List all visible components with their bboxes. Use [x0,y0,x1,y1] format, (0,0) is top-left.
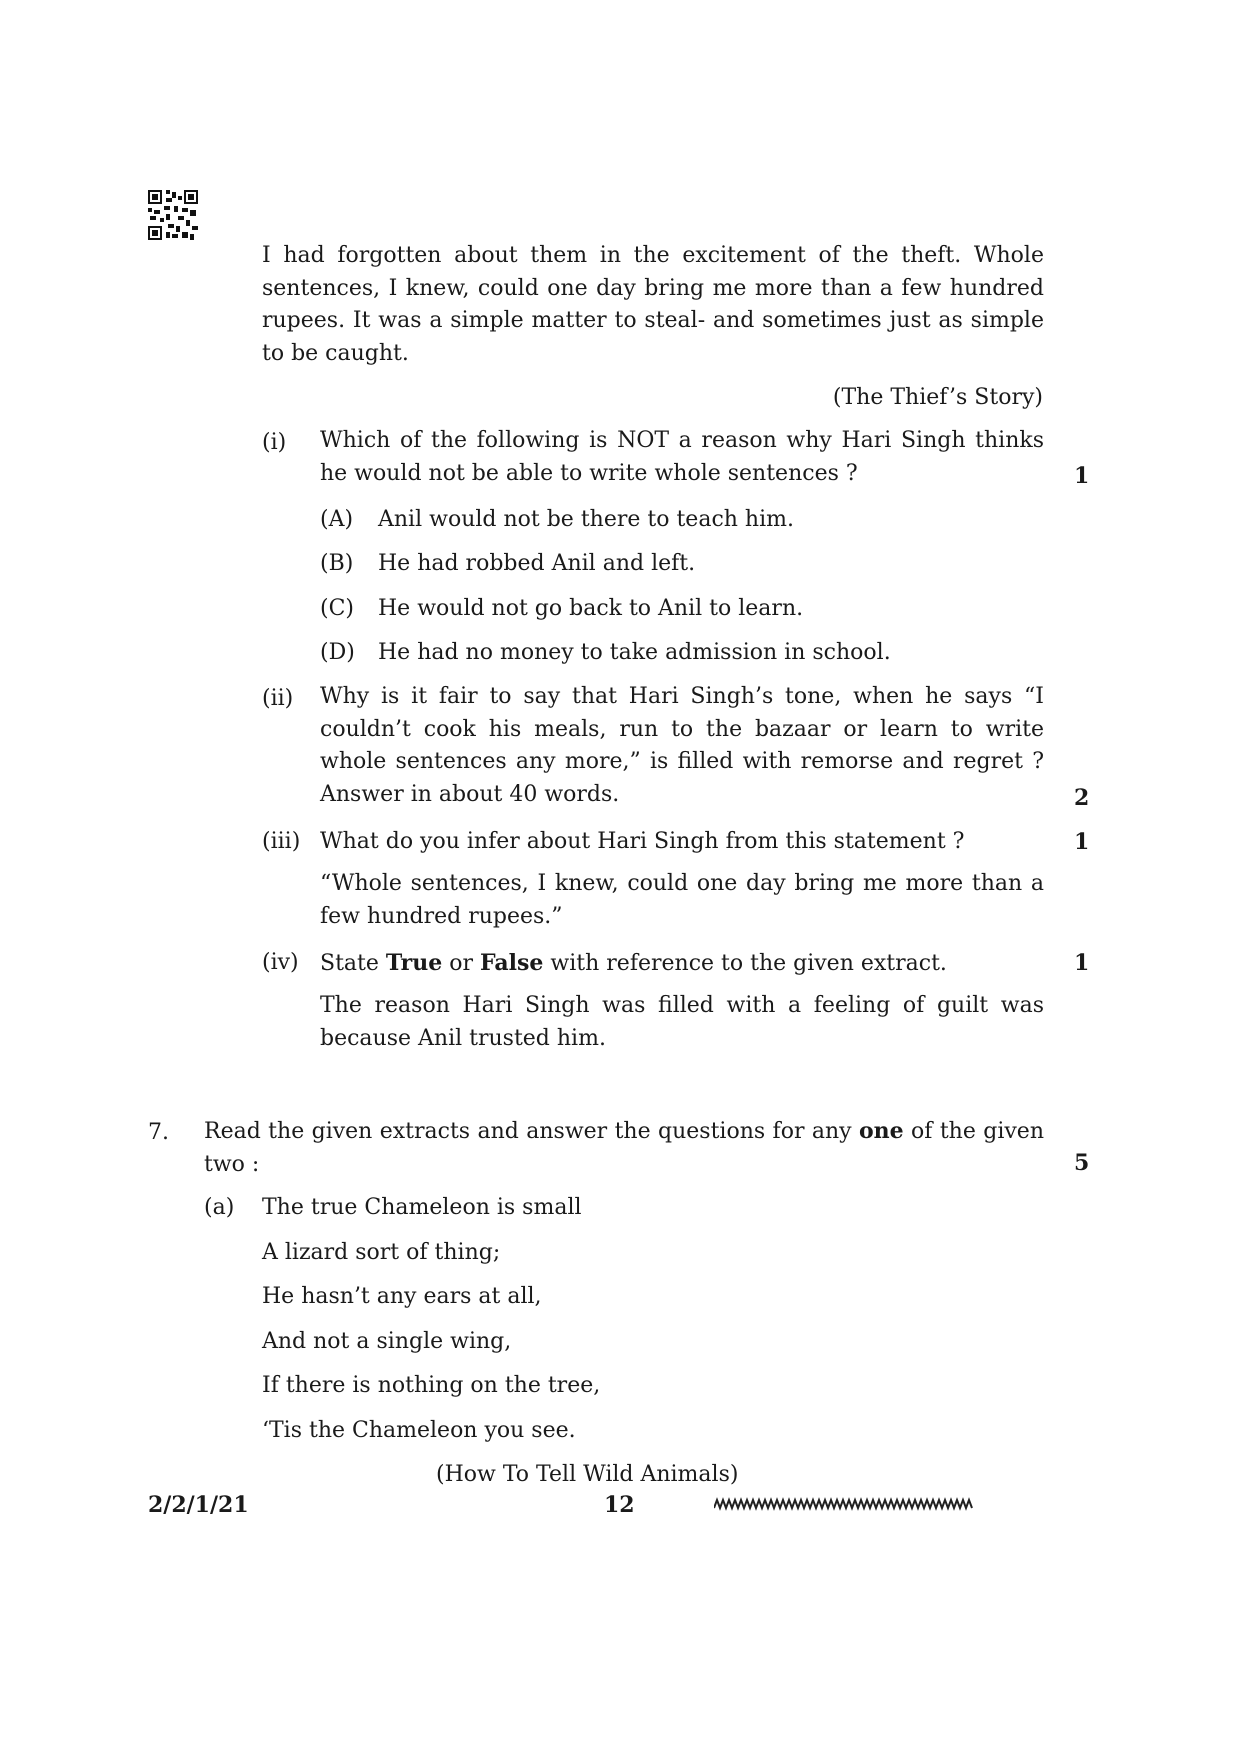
question-number: (ii) [262,686,294,711]
qr-code-icon [148,190,198,240]
question-marks: 5 [1074,1150,1090,1176]
wavy-line-icon [714,1497,974,1511]
question-text: Why is it fair to say that Hari Singh’s tone, when he says “I couldn’t cook his meals, run to the bazaar or learn to write whole sentences any more,” is filled with remorse and regret ? Answer in about 40 words. [320,684,1044,807]
extract-source: (How To Tell Wild Animals) [436,1462,739,1487]
poem-line: The true Chameleon is small [262,1195,582,1220]
statement-text: The reason Hari Singh was filled with a feeling of guilt was because Anil trusted him. [320,993,1044,1051]
extract-source: (The Thief’s Story) [832,385,1043,410]
question-text: State True or False with reference to the given extract. [320,950,947,976]
question-marks: 1 [1074,950,1090,976]
poem-line: And not a single wing, [262,1329,512,1354]
question-number: (i) [262,430,287,455]
option-text: He would not go back to Anil to learn. [378,596,804,621]
option-text: Anil would not be there to teach him. [378,507,794,532]
poem-line: ‘Tis the Chameleon you see. [262,1418,576,1443]
quoted-statement: “Whole sentences, I knew, could one day bring me more than a few hundred rupees.” [320,871,1044,929]
poem-line: If there is nothing on the tree, [262,1373,601,1398]
option-text: He had robbed Anil and left. [378,551,696,576]
option-label: (D) [320,640,355,665]
poem-line: He hasn’t any ears at all, [262,1284,542,1309]
paper-code: 2/2/1/21 [148,1492,249,1518]
option-label: (C) [320,596,354,621]
question-text: Read the given extracts and answer the questions for any one of the given two : [204,1118,1045,1177]
question-number: (iv) [262,950,299,975]
option-label: (B) [320,551,354,576]
option-text: He had no money to take admission in school. [378,640,891,665]
option-label: (A) [320,507,354,532]
page-number: 12 [604,1492,635,1518]
extract-passage: I had forgotten about them in the excitement of the theft. Whole sentences, I knew, could one day bring me more than a few hundred rupees. It was a simple matter to steal- and sometimes just as simple to be caught. [262,243,1044,366]
question-marks: 1 [1074,463,1090,489]
question-marks: 2 [1074,785,1090,811]
poem-line: A lizard sort of thing; [262,1240,501,1265]
question-marks: 1 [1074,829,1090,855]
question-number: (iii) [262,829,301,854]
question-text: What do you infer about Hari Singh from this statement ? [320,829,965,854]
question-text: Which of the following is NOT a reason why Hari Singh thinks he would not be able to write whole sentences ? [320,428,1044,486]
option-label: (a) [204,1195,235,1220]
question-number: 7. [148,1120,169,1145]
